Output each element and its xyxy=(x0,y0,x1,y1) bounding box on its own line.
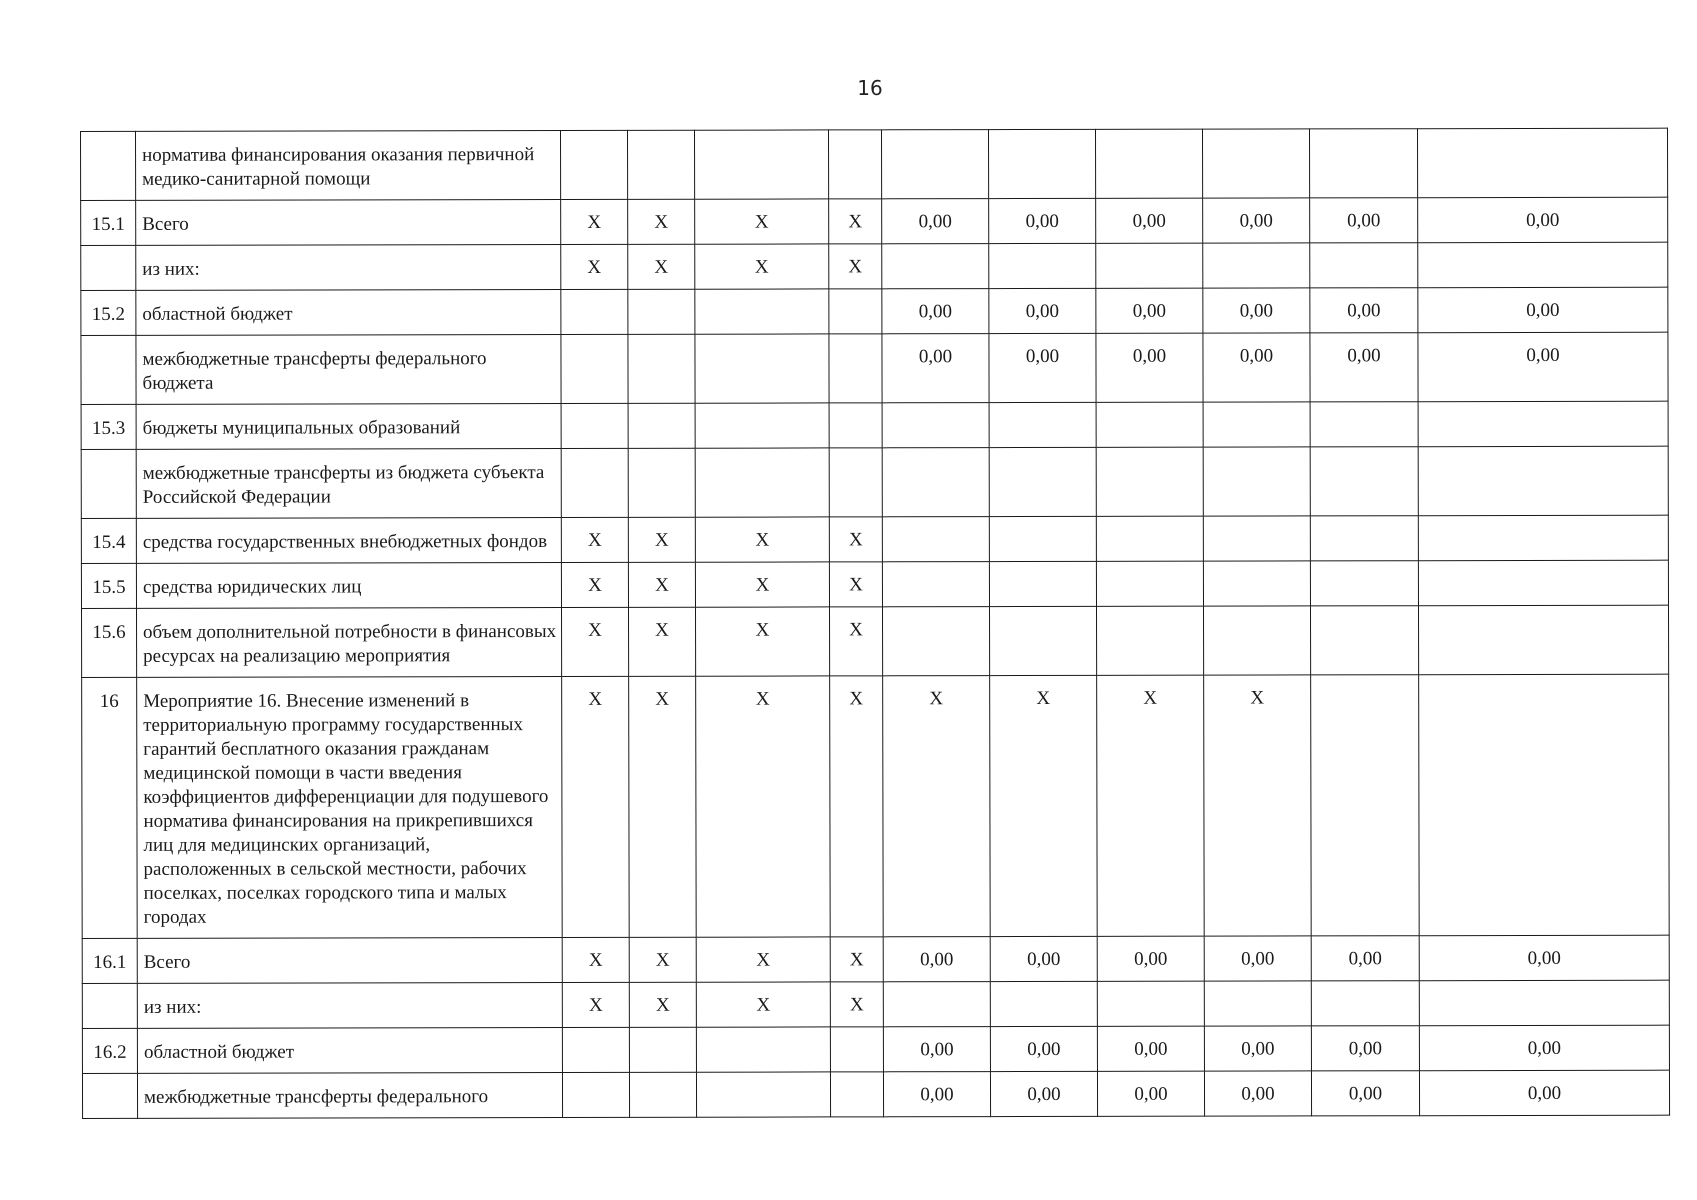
mark-cell: X xyxy=(695,199,829,244)
row-number: 15.6 xyxy=(82,608,137,677)
mark-cell xyxy=(696,1027,830,1072)
value-cell xyxy=(1203,243,1310,288)
value-cell: 0,00 xyxy=(1310,333,1418,402)
value-cell: 0,00 xyxy=(1311,1026,1419,1071)
mark-cell: X xyxy=(829,517,882,562)
mark-cell: X xyxy=(695,607,829,676)
value-cell xyxy=(1204,981,1311,1026)
row-number: 16 xyxy=(82,677,138,938)
value-cell xyxy=(1418,560,1668,606)
mark-cell xyxy=(628,334,695,403)
value-cell: 0,00 xyxy=(1419,1070,1669,1116)
value-cell xyxy=(1096,402,1203,447)
value-cell: X xyxy=(990,675,1098,936)
value-cell xyxy=(1096,447,1203,516)
mark-cell: X xyxy=(829,562,882,607)
value-cell xyxy=(1418,401,1668,447)
value-cell xyxy=(989,561,1096,606)
value-cell xyxy=(882,244,989,289)
table-row xyxy=(82,605,1669,677)
mark-cell: X xyxy=(629,982,696,1027)
value-cell xyxy=(1096,516,1203,561)
row-description: межбюджетные трансферты федерального xyxy=(137,1072,562,1118)
row-description: межбюджетные трансферты из бюджета субъекта Российской Федерации xyxy=(136,448,561,518)
mark-cell: X xyxy=(695,562,829,607)
value-cell xyxy=(1310,402,1418,447)
row-description: межбюджетные трансферты федерального бюджета xyxy=(136,334,561,404)
mark-cell xyxy=(561,448,628,517)
mark-cell: X xyxy=(696,676,831,937)
value-cell xyxy=(989,243,1096,288)
table-row xyxy=(81,515,1668,563)
value-cell: 0,00 xyxy=(1311,936,1419,981)
value-cell xyxy=(1310,243,1418,288)
mark-cell xyxy=(829,334,882,403)
value-cell xyxy=(1311,675,1420,936)
table-row xyxy=(81,242,1668,290)
mark-cell xyxy=(561,334,628,403)
row-number xyxy=(81,245,136,290)
mark-cell: X xyxy=(829,244,882,289)
value-cell: 0,00 xyxy=(1097,1026,1204,1071)
value-cell: 0,00 xyxy=(990,1026,1097,1071)
row-number: 15.5 xyxy=(81,563,136,608)
table-row xyxy=(81,332,1668,404)
mark-cell xyxy=(696,1072,830,1117)
row-number xyxy=(82,983,137,1028)
value-cell xyxy=(1096,561,1203,606)
value-cell: 0,00 xyxy=(1203,288,1310,333)
value-cell: 0,00 xyxy=(883,1027,990,1072)
row-description: Всего xyxy=(137,937,562,983)
mark-cell: X xyxy=(629,676,697,937)
mark-cell: X xyxy=(561,562,628,607)
value-cell: 0,00 xyxy=(1310,288,1418,333)
value-cell: 0,00 xyxy=(1204,936,1311,981)
value-cell: 0,00 xyxy=(1419,935,1669,981)
value-cell xyxy=(1203,447,1310,516)
mark-cell: X xyxy=(561,199,628,244)
row-number xyxy=(81,335,136,404)
value-cell xyxy=(1311,981,1419,1026)
row-description: из них: xyxy=(137,982,562,1028)
value-cell xyxy=(882,517,989,562)
value-cell xyxy=(1418,446,1668,516)
mark-cell xyxy=(694,130,828,199)
mark-cell xyxy=(629,1072,696,1117)
value-cell: 0,00 xyxy=(1418,197,1668,243)
table-row xyxy=(82,674,1670,938)
value-cell xyxy=(1310,561,1418,606)
value-cell xyxy=(1309,129,1417,198)
table-row xyxy=(82,1070,1669,1118)
value-cell xyxy=(1096,606,1203,675)
value-cell: 0,00 xyxy=(1097,1071,1204,1116)
value-cell: 0,00 xyxy=(883,937,990,982)
mark-cell xyxy=(628,403,695,448)
value-cell xyxy=(989,402,1096,447)
mark-cell xyxy=(561,289,628,334)
mark-cell xyxy=(627,130,694,199)
value-cell xyxy=(1310,447,1418,516)
mark-cell: X xyxy=(696,982,830,1027)
value-cell xyxy=(989,606,1096,675)
value-cell xyxy=(1419,674,1670,936)
value-cell xyxy=(989,447,1096,516)
value-cell xyxy=(1202,129,1309,198)
row-description: из них: xyxy=(136,244,561,290)
value-cell xyxy=(882,403,989,448)
value-cell xyxy=(1097,981,1204,1026)
value-cell: X xyxy=(1097,675,1205,936)
row-number: 15.3 xyxy=(81,404,136,449)
row-description: объем дополнительной потребности в финансовых ресурсах на реализацию мероприятия xyxy=(136,607,561,677)
mark-cell xyxy=(561,130,628,199)
value-cell: 0,00 xyxy=(989,333,1096,402)
mark-cell: X xyxy=(830,676,884,937)
mark-cell xyxy=(829,289,882,334)
row-number: 16.2 xyxy=(82,1028,137,1073)
table-row xyxy=(82,935,1669,983)
mark-cell xyxy=(629,1027,696,1072)
value-cell: X xyxy=(883,676,991,937)
value-cell xyxy=(881,130,988,199)
mark-cell xyxy=(628,448,695,517)
value-cell xyxy=(1203,561,1310,606)
row-number: 15.4 xyxy=(81,518,136,563)
value-cell xyxy=(1418,515,1668,561)
mark-cell: X xyxy=(696,937,830,982)
row-number xyxy=(81,449,136,518)
row-number: 15.1 xyxy=(81,200,136,245)
table-row xyxy=(81,446,1668,518)
row-description: средства государственных внебюджетных фондов xyxy=(136,517,561,563)
mark-cell xyxy=(829,403,882,448)
value-cell xyxy=(882,562,989,607)
row-description: областной бюджет xyxy=(136,289,561,335)
value-cell: 0,00 xyxy=(1310,198,1418,243)
mark-cell xyxy=(830,1027,883,1072)
table-row xyxy=(82,980,1669,1028)
mark-cell xyxy=(562,1027,629,1072)
row-number: 15.2 xyxy=(81,290,136,335)
row-description: областной бюджет xyxy=(137,1027,562,1073)
row-description: Всего xyxy=(136,199,561,245)
row-number: 16.1 xyxy=(82,938,137,983)
table-row xyxy=(81,401,1668,449)
value-cell xyxy=(1418,242,1668,288)
value-cell xyxy=(1417,128,1667,198)
value-cell: 0,00 xyxy=(989,288,1096,333)
value-cell: 0,00 xyxy=(990,1071,1097,1116)
value-cell: 0,00 xyxy=(989,198,1096,243)
table-row xyxy=(81,128,1668,200)
value-cell: 0,00 xyxy=(883,1072,990,1117)
row-description: бюджеты муниципальных образований xyxy=(136,403,561,449)
value-cell: 0,00 xyxy=(1203,198,1310,243)
mark-cell: X xyxy=(628,562,695,607)
table-row xyxy=(81,197,1668,245)
mark-cell xyxy=(828,130,881,199)
mark-cell xyxy=(695,448,829,517)
value-cell: 0,00 xyxy=(1096,198,1203,243)
mark-cell: X xyxy=(561,244,628,289)
mark-cell xyxy=(695,289,829,334)
mark-cell xyxy=(830,1072,883,1117)
mark-cell xyxy=(695,403,829,448)
mark-cell: X xyxy=(829,199,882,244)
row-description: Мероприятие 16. Внесение изменений в территориальную программу государственных гарантий бесплатного оказания гражданам медицинской помощи в части введения коэффициентов дифференциации для подушевого норматива финансирования на прикрепившихся лиц для медицинских организаций, расположенных в сельской местности, рабочих поселках, поселках городского типа и малых городах xyxy=(137,676,563,938)
value-cell xyxy=(1418,605,1668,675)
value-cell: 0,00 xyxy=(1097,936,1204,981)
table-row xyxy=(82,1025,1669,1073)
row-number xyxy=(82,1073,137,1118)
value-cell: 0,00 xyxy=(1204,1071,1311,1116)
value-cell: 0,00 xyxy=(882,289,989,334)
budget-table xyxy=(80,128,1670,1119)
mark-cell xyxy=(695,334,829,403)
mark-cell: X xyxy=(562,676,630,937)
value-cell xyxy=(882,448,989,517)
mark-cell xyxy=(628,289,695,334)
value-cell xyxy=(1419,980,1669,1026)
value-cell: 0,00 xyxy=(1311,1071,1419,1116)
value-cell: 0,00 xyxy=(1203,333,1310,402)
value-cell xyxy=(1203,402,1310,447)
value-cell: 0,00 xyxy=(1204,1026,1311,1071)
value-cell xyxy=(989,516,1096,561)
page-number: 16 xyxy=(857,76,883,100)
row-description: норматива финансирования оказания первичной медико-санитарной помощи xyxy=(136,130,561,200)
value-cell xyxy=(1310,606,1418,675)
value-cell xyxy=(1310,516,1418,561)
value-cell: 0,00 xyxy=(1419,1025,1669,1071)
mark-cell: X xyxy=(562,982,629,1027)
value-cell: 0,00 xyxy=(1096,288,1203,333)
value-cell xyxy=(882,607,989,676)
value-cell: X xyxy=(1204,675,1312,936)
value-cell: 0,00 xyxy=(1418,287,1668,333)
mark-cell: X xyxy=(628,517,695,562)
mark-cell: X xyxy=(561,517,628,562)
value-cell xyxy=(988,129,1095,198)
mark-cell: X xyxy=(830,982,883,1027)
value-cell xyxy=(1203,606,1310,675)
value-cell xyxy=(883,982,990,1027)
value-cell: 0,00 xyxy=(990,936,1097,981)
mark-cell: X xyxy=(629,937,696,982)
value-cell: 0,00 xyxy=(1418,332,1668,402)
value-cell xyxy=(990,981,1097,1026)
mark-cell: X xyxy=(628,199,695,244)
value-cell xyxy=(1095,129,1202,198)
value-cell xyxy=(1203,516,1310,561)
mark-cell xyxy=(829,448,882,517)
mark-cell xyxy=(562,1072,629,1117)
mark-cell: X xyxy=(830,937,883,982)
mark-cell: X xyxy=(829,607,882,676)
mark-cell: X xyxy=(562,937,629,982)
row-number xyxy=(81,131,136,200)
mark-cell: X xyxy=(628,607,695,676)
value-cell: 0,00 xyxy=(1096,333,1203,402)
value-cell: 0,00 xyxy=(882,334,989,403)
mark-cell: X xyxy=(695,517,829,562)
row-description: средства юридических лиц xyxy=(136,562,561,608)
mark-cell: X xyxy=(561,607,628,676)
table-row xyxy=(81,287,1668,335)
mark-cell: X xyxy=(695,244,829,289)
mark-cell xyxy=(561,403,628,448)
mark-cell: X xyxy=(628,244,695,289)
value-cell xyxy=(1096,243,1203,288)
value-cell: 0,00 xyxy=(882,199,989,244)
table-row xyxy=(81,560,1668,608)
